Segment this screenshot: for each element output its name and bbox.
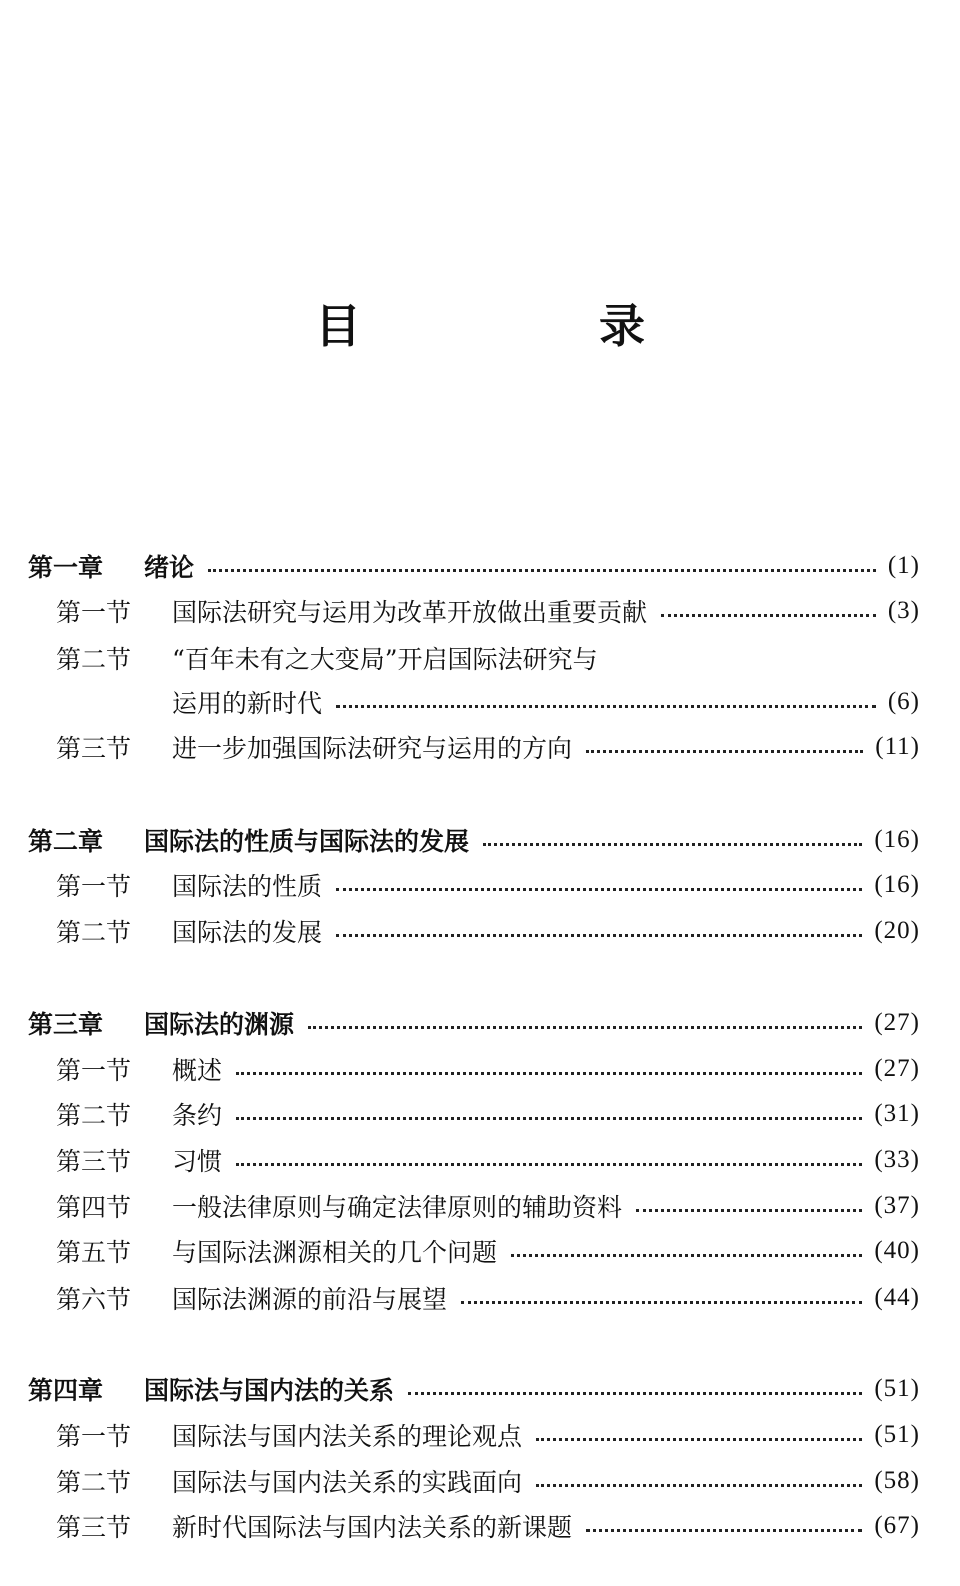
- page-number: (3): [887, 597, 920, 624]
- chapter-title: 绪论: [144, 553, 195, 582]
- toc-section-entry[interactable]: [56, 1415, 920, 1455]
- section-number: 第一节: [56, 598, 132, 627]
- dot-leader: [236, 1072, 862, 1075]
- toc-section-entry[interactable]: [56, 1049, 920, 1089]
- toc-chapter-entry[interactable]: [28, 820, 920, 860]
- dot-leader: [308, 1026, 862, 1029]
- section-title: 新时代国际法与国内法关系的新课题: [172, 1513, 573, 1542]
- dot-leader: [336, 888, 862, 891]
- toc-chapter-entry[interactable]: [28, 546, 920, 586]
- page-number: (33): [874, 1146, 920, 1173]
- chapter-title: 国际法与国内法的关系: [144, 1376, 395, 1405]
- toc-section-entry[interactable]: [56, 1231, 920, 1271]
- section-number: 第二节: [56, 645, 132, 674]
- dot-leader: [408, 1392, 862, 1395]
- chapter-number: 第三章: [28, 1010, 104, 1039]
- dot-leader: [236, 1117, 862, 1120]
- page-number: (51): [874, 1421, 920, 1448]
- section-title: 与国际法渊源相关的几个问题: [172, 1238, 498, 1267]
- toc-section-entry[interactable]: [56, 591, 920, 631]
- section-number: 第二节: [56, 1101, 132, 1130]
- page-number: (67): [874, 1512, 920, 1539]
- dot-leader: [483, 843, 862, 846]
- section-number: 第六节: [56, 1285, 132, 1314]
- section-title: 国际法与国内法关系的理论观点: [172, 1422, 523, 1451]
- toc-section-entry[interactable]: [56, 1140, 920, 1180]
- section-number: 第一节: [56, 1056, 132, 1085]
- section-title: 国际法的发展: [172, 918, 323, 947]
- dot-leader: [461, 1301, 862, 1304]
- section-title: 国际法渊源的前沿与展望: [172, 1285, 448, 1314]
- dot-leader: [586, 750, 863, 753]
- page-number: (58): [874, 1467, 920, 1494]
- toc-chapter-entry[interactable]: [28, 1369, 920, 1409]
- page-number: (11): [875, 733, 920, 760]
- toc-section-entry[interactable]: [56, 911, 920, 951]
- section-number: 第五节: [56, 1238, 132, 1267]
- section-number: 第一节: [56, 1422, 132, 1451]
- page-number: (40): [874, 1237, 920, 1264]
- dot-leader: [336, 934, 862, 937]
- section-number: 第二节: [56, 918, 132, 947]
- chapter-number: 第二章: [28, 827, 104, 856]
- section-title: 国际法研究与运用为改革开放做出重要贡献: [172, 598, 648, 627]
- page-number: (20): [874, 917, 920, 944]
- page-number: (16): [874, 871, 920, 898]
- toc-section-entry[interactable]: [56, 1186, 920, 1226]
- page-title: 目 录: [315, 299, 741, 353]
- page-number: (37): [874, 1192, 920, 1219]
- section-number: 第三节: [56, 734, 132, 763]
- section-title: 习惯: [172, 1147, 223, 1176]
- dot-leader: [511, 1254, 862, 1257]
- section-title: 国际法的性质: [172, 872, 323, 901]
- section-number: 第三节: [56, 1513, 132, 1542]
- section-title: 概述: [172, 1056, 223, 1085]
- toc-section-entry[interactable]: [56, 638, 920, 678]
- chapter-number: 第四章: [28, 1376, 104, 1405]
- chapter-number: 第一章: [28, 553, 104, 582]
- section-title: 进一步加强国际法研究与运用的方向: [172, 734, 573, 763]
- toc-continuation-line[interactable]: [172, 682, 920, 722]
- dot-leader: [636, 1209, 862, 1212]
- section-number: 第三节: [56, 1147, 132, 1176]
- toc-section-entry[interactable]: [56, 1278, 920, 1318]
- dot-leader: [208, 569, 876, 572]
- page-number: (27): [874, 1055, 920, 1082]
- dot-leader: [536, 1438, 862, 1441]
- section-number: 第四节: [56, 1193, 132, 1222]
- toc-section-entry[interactable]: [56, 1506, 920, 1546]
- toc-section-entry[interactable]: [56, 1094, 920, 1134]
- section-title: 国际法与国内法关系的实践面向: [172, 1468, 523, 1497]
- chapter-title: 国际法的性质与国际法的发展: [144, 827, 470, 856]
- section-title: 条约: [172, 1101, 223, 1130]
- section-title: 一般法律原则与确定法律原则的辅助资料: [172, 1193, 623, 1222]
- page-number: (51): [874, 1375, 920, 1402]
- dot-leader: [236, 1163, 862, 1166]
- page-number: (1): [887, 552, 920, 579]
- toc-chapter-entry[interactable]: [28, 1003, 920, 1043]
- page-number: (44): [874, 1284, 920, 1311]
- dot-leader: [336, 705, 876, 708]
- page-number: (16): [874, 826, 920, 853]
- section-title: 运用的新时代: [172, 689, 323, 718]
- toc-section-entry[interactable]: [56, 865, 920, 905]
- page-number: (6): [887, 688, 920, 715]
- section-number: 第二节: [56, 1468, 132, 1497]
- page-number: (27): [874, 1009, 920, 1036]
- dot-leader: [586, 1529, 862, 1532]
- toc-section-entry[interactable]: [56, 1461, 920, 1501]
- section-title: “百年未有之大变局”开启国际法研究与: [172, 645, 598, 674]
- toc-section-entry[interactable]: [56, 727, 920, 767]
- section-number: 第一节: [56, 872, 132, 901]
- chapter-title: 国际法的渊源: [144, 1010, 295, 1039]
- dot-leader: [661, 614, 876, 617]
- dot-leader: [536, 1484, 862, 1487]
- page-number: (31): [874, 1100, 920, 1127]
